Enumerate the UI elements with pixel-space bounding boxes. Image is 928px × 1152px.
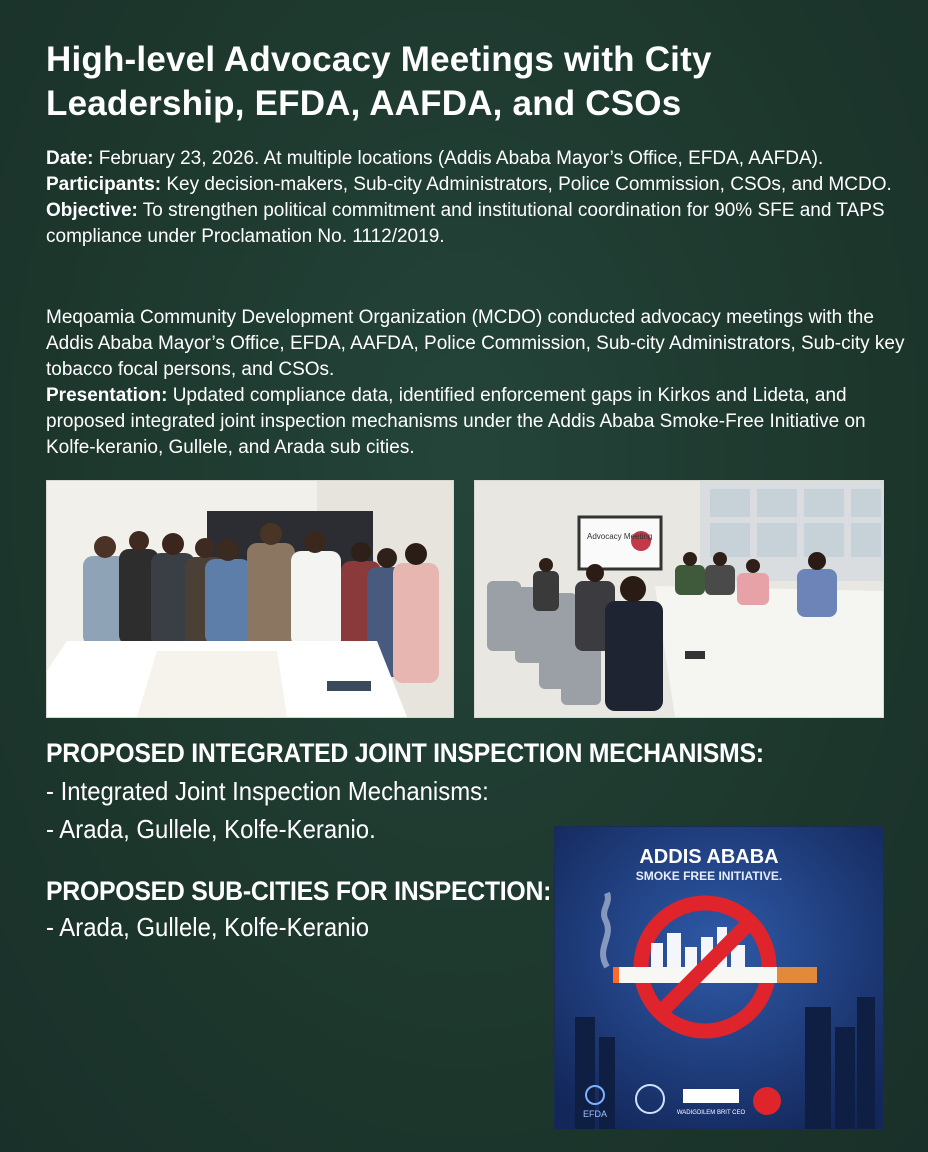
date-line	[46, 146, 906, 172]
mcdo-logo-text: WADIGDILEM BRIT CEO	[676, 1110, 746, 1116]
page-title: High-level Advocacy Meetings with City Leadership, EFDA, AAFDA, and CSOs	[46, 40, 712, 123]
participants-label: Participants:	[46, 174, 162, 195]
body-paragraph: Meqoamia Community Development Organization (MCDO) conducted advocacy meetings with the Addis Ababa Mayor’s Office, EFDA, AAFDA, Police Commission, Sub-city Administrators, Sub-city key tobacco focal persons, and CSOs.	[46, 307, 905, 380]
screen-title: Advocacy Meeting	[587, 532, 653, 541]
meeting-photo	[474, 480, 884, 718]
meeting-photo-illustration	[475, 481, 883, 717]
poster-illustration	[555, 827, 883, 1129]
body-section	[46, 305, 906, 461]
date-text: February 23, 2026. At multiple locations (Addis Ababa Mayor’s Office, EFDA, AAFDA).	[93, 148, 824, 169]
efda-logo-text: EFDA	[582, 1109, 608, 1119]
smoke-free-poster	[554, 826, 884, 1130]
presentation-text: Updated compliance data, identified enforcement gaps in Kirkos and Lideta, and proposed integrated joint inspection mechanisms under the Addis Ababa Smoke-Free Initiative on Kolfe-keranio, Gullele, and Arada sub cities.	[46, 385, 866, 458]
objective-text: To strengthen political commitment and institutional coordination for 90% SFE and TAPS compliance under Proclamation No. 1112/2019.	[46, 200, 885, 247]
poster-subtitle: SMOKE FREE INITIATIVE.	[635, 869, 783, 883]
group-photo-illustration	[47, 481, 453, 717]
participants-text: Key decision-makers, Sub-city Administrators, Police Commission, CSOs, and MCDO.	[161, 174, 892, 195]
participants-line	[46, 172, 906, 198]
section2-heading: PROPOSED SUB-CITIES FOR INSPECTION:	[46, 876, 552, 906]
presentation-line	[46, 383, 906, 461]
section1-heading: PROPOSED INTEGRATED JOINT INSPECTION MECHANISMS:	[46, 738, 764, 768]
meeting-details	[46, 146, 906, 250]
section2-item: - Arada, Gullele, Kolfe-Keranio	[46, 912, 370, 942]
group-photo	[46, 480, 454, 718]
presentation-label: Presentation:	[46, 385, 168, 406]
section1-item: - Integrated Joint Inspection Mechanisms:	[46, 776, 489, 806]
objective-label: Objective:	[46, 200, 138, 221]
date-label: Date:	[46, 148, 94, 169]
objective-line	[46, 198, 906, 250]
poster-title: ADDIS ABABA	[639, 846, 779, 868]
section1-item: - Arada, Gullele, Kolfe-Keranio.	[46, 814, 376, 844]
